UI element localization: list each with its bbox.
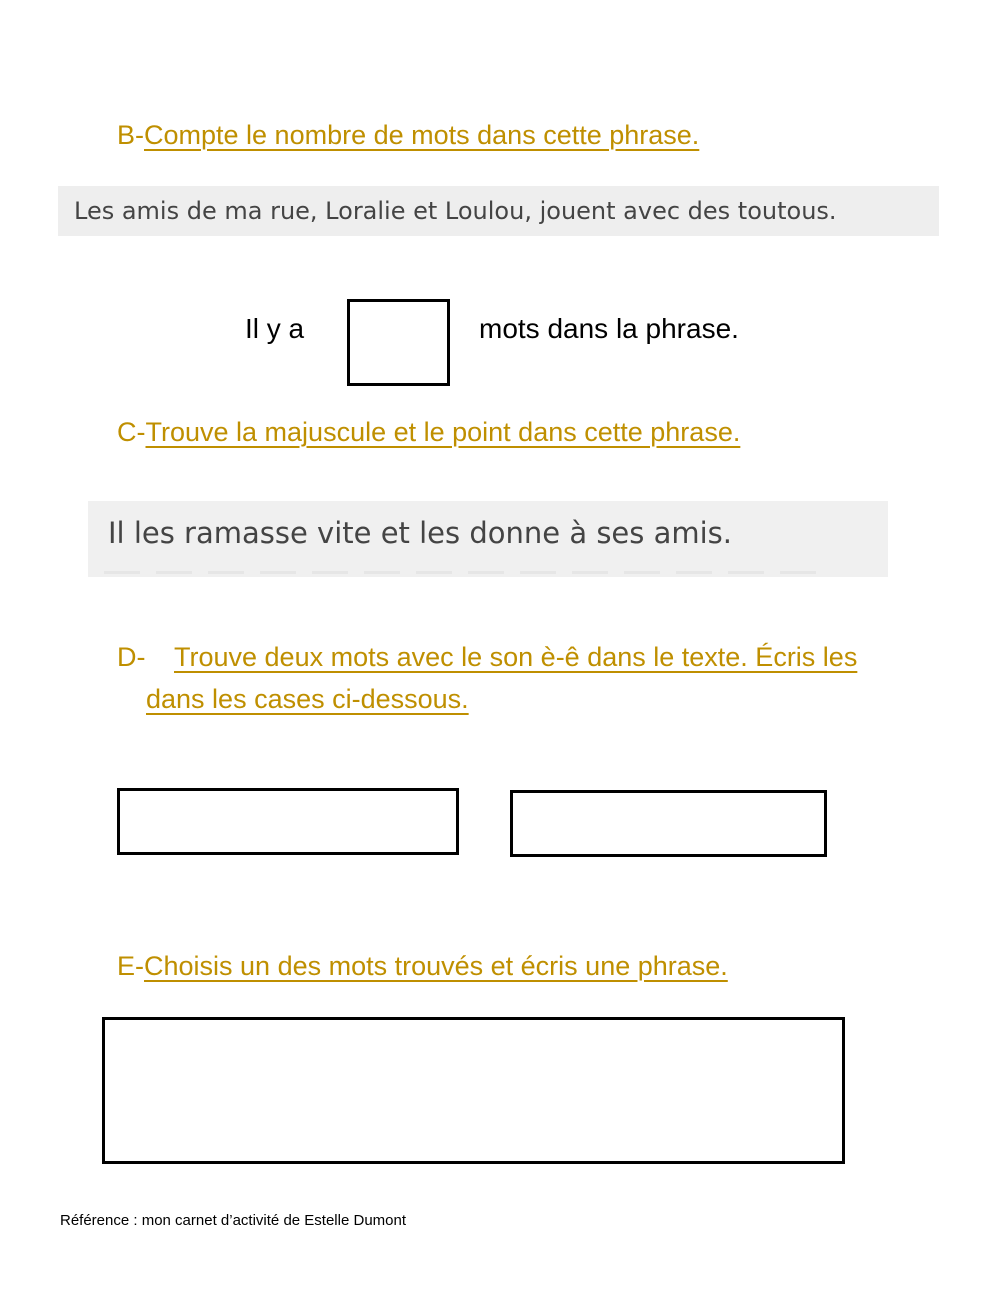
dash-row-decoration	[104, 571, 816, 575]
section-d-line2-wrap	[146, 678, 469, 720]
section-b-heading	[117, 114, 699, 156]
section-d-prefix: D-	[117, 642, 146, 672]
section-b-sentence: Les amis de ma rue, Loralie et Loulou, jouent avec des toutous.	[58, 186, 939, 236]
word-count-label-after: mots dans la phrase.	[479, 313, 739, 344]
section-c-instruction: Trouve la majuscule et le point dans cette phrase.	[145, 417, 741, 447]
section-c-sentence: Il les ramasse vite et les donne à ses amis.	[88, 501, 888, 577]
word-count-answer-box[interactable]	[347, 299, 450, 386]
reference-footer: Référence : mon carnet d’activité de Estelle Dumont	[60, 1212, 407, 1229]
word-count-label-before: Il y a	[245, 313, 305, 344]
section-e-prefix: E-	[117, 951, 144, 981]
section-c-heading	[117, 411, 740, 453]
section-d-line1-wrap	[174, 636, 857, 678]
section-b-instruction: Compte le nombre de mots dans cette phrase.	[144, 120, 700, 150]
section-d-heading	[117, 636, 146, 678]
sentence-answer-box[interactable]	[102, 1017, 845, 1164]
section-e-instruction: Choisis un des mots trouvés et écris une phrase.	[144, 951, 728, 981]
section-b-prefix: B-	[117, 120, 144, 150]
word-answer-box-1[interactable]	[117, 788, 459, 855]
section-c-prefix: C-	[117, 417, 146, 447]
section-d-instruction-line2: dans les cases ci-dessous.	[146, 684, 469, 714]
word-answer-box-2[interactable]	[510, 790, 827, 857]
section-d-instruction-line1: Trouve deux mots avec le son è-ê dans le texte. Écris les	[174, 642, 858, 672]
section-e-heading	[117, 945, 728, 987]
